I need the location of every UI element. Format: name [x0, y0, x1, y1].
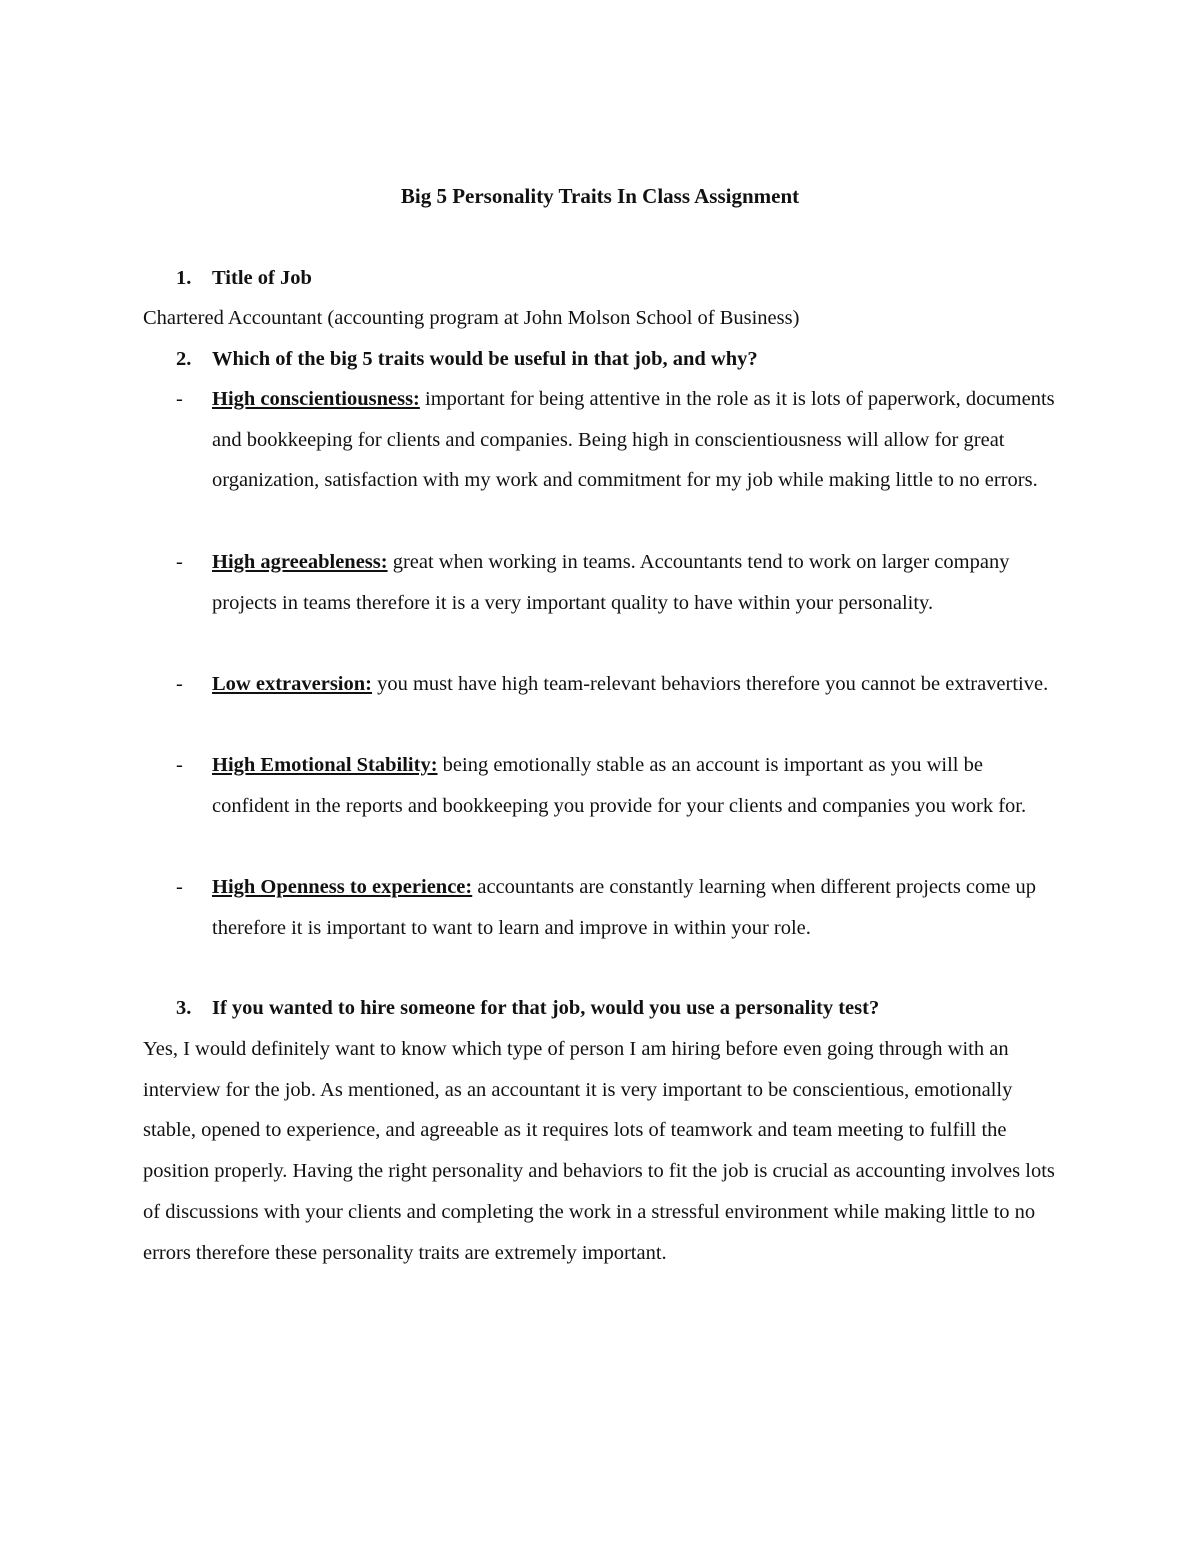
trait-term: Low extraversion: [212, 673, 372, 695]
trait-description: you must have high team-relevant behaviors therefore you cannot be extravertive. [377, 673, 1049, 695]
question-number: 2. [176, 348, 192, 370]
trait-description: important for being attentive in the role as it is lots of paperwork, documents and bookkeeping for clients and companies. Being high in conscientiousness will allow for great organization, satisfaction with my work and commitment for my job while making little to no errors. [212, 388, 1055, 492]
trait-description: accountants are constantly learning when different projects come up therefore it is important to want to learn and improve in within your role. [212, 876, 1036, 939]
bullet-marker: - [176, 754, 183, 776]
question-3-heading [176, 994, 879, 1022]
trait-item-emotional-stability [212, 745, 1062, 826]
trait-item-extraversion [212, 664, 1062, 705]
trait-item-conscientiousness [212, 379, 1062, 501]
question-1-answer: Chartered Accountant (accounting program at John Molson School of Business) [143, 307, 800, 329]
trait-term: High Openness to experience: [212, 876, 473, 898]
trait-term: High Emotional Stability: [212, 754, 438, 776]
trait-term: High conscientiousness: [212, 388, 420, 410]
trait-description: being emotionally stable as an account is important as you will be confident in the reports and bookkeeping you provide for your clients and companies you work for. [212, 754, 1027, 817]
trait-description: great when working in teams. Accountants tend to work on larger company projects in teams therefore it is a very important quality to have within your personality. [212, 551, 1010, 614]
trait-term: High agreeableness: [212, 551, 388, 573]
question-text: Which of the big 5 traits would be useful in that job, and why? [212, 348, 758, 370]
question-3-answer: Yes, I would definitely want to know which type of person I am hiring before even going through with an interview for the job. As mentioned, as an accountant it is very important to be conscientious, emotionally stable, opened to experience, and agreeable as it requires lots of teamwork and team meeting to fulfill the position properly. Having the right personality and behaviors to fit the job is crucial as accounting involves lots of discussions with your clients and completing the work in a stressful environment while making little to no errors therefore these personality traits are extremely important. [143, 1038, 1055, 1264]
question-1-heading [176, 264, 312, 292]
document-title: Big 5 Personality Traits In Class Assignment [400, 184, 800, 208]
bullet-marker: - [176, 388, 183, 410]
bullet-marker: - [176, 876, 183, 898]
question-2-heading [176, 345, 758, 373]
question-text: If you wanted to hire someone for that job, would you use a personality test? [212, 997, 880, 1019]
question-number: 1. [176, 267, 192, 289]
trait-item-agreeableness [212, 542, 1062, 623]
bullet-marker: - [176, 551, 183, 573]
question-number: 3. [176, 997, 192, 1019]
trait-item-openness [212, 867, 1062, 948]
bullet-marker: - [176, 673, 183, 695]
question-text: Title of Job [212, 267, 312, 289]
